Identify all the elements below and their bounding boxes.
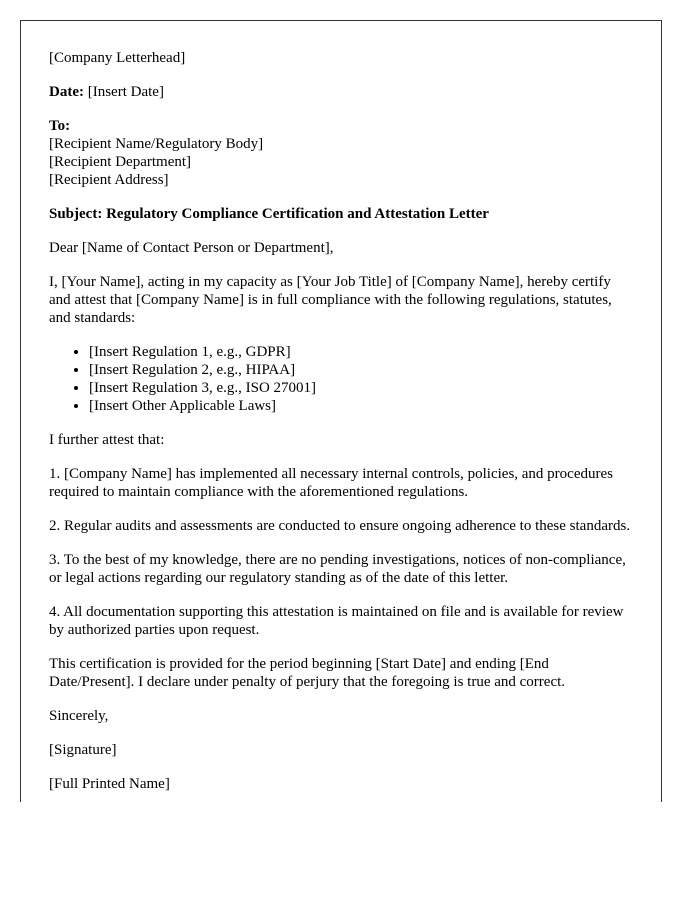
salutation: Dear [Name of Contact Person or Department],	[49, 240, 334, 256]
regulations-list	[49, 343, 633, 415]
recipient-address: [Recipient Address]	[49, 172, 169, 188]
document-viewport	[20, 20, 662, 802]
list-item: • [Insert Other Applicable Laws]	[89, 397, 633, 415]
subject-line	[49, 205, 633, 223]
subject-text: Subject: Regulatory Compliance Certification and Attestation Letter	[49, 206, 489, 222]
attestation-point: 4. All documentation supporting this attestation is maintained on file and is available for review by authorized parties upon request.	[49, 604, 624, 638]
date-value: [Insert Date]	[87, 84, 164, 100]
letterhead: [Company Letterhead]	[49, 50, 186, 66]
letter-page	[20, 20, 662, 802]
signature: [Signature]	[49, 742, 117, 758]
to-label: To:	[49, 118, 71, 134]
list-item: • [Insert Regulation 1, e.g., GDPR]	[89, 343, 633, 361]
list-item: • [Insert Regulation 3, e.g., ISO 27001]	[89, 379, 633, 397]
attestation-point: 3. To the best of my knowledge, there are no pending investigations, notices of non-compliance, or legal actions regarding our regulatory standing as of the date of this letter.	[49, 552, 626, 586]
recipient-block	[49, 117, 633, 189]
closing: Sincerely,	[49, 708, 109, 724]
recipient-name: [Recipient Name/Regulatory Body]	[49, 136, 264, 152]
attestation-point: 1. [Company Name] has implemented all necessary internal controls, policies, and procedures required to maintain compliance with the aforementioned regulations.	[49, 466, 613, 500]
list-item: • [Insert Regulation 2, e.g., HIPAA]	[89, 361, 633, 379]
recipient-department: [Recipient Department]	[49, 154, 192, 170]
intro-paragraph: I, [Your Name], acting in my capacity as [Your Job Title] of [Company Name], hereby certify and attest that [Company Name] is in full compliance with the following regulations, statutes, and standards:	[49, 274, 612, 326]
date-line	[49, 83, 633, 101]
attestation-point: 2. Regular audits and assessments are conducted to ensure ongoing adherence to these standards.	[49, 518, 631, 534]
further-attest: I further attest that:	[49, 432, 165, 448]
date-label: Date:	[49, 84, 84, 100]
printed-name: [Full Printed Name]	[49, 776, 170, 792]
period-paragraph: This certification is provided for the period beginning [Start Date] and ending [End Date/Present]. I declare under penalty of perjury that the foregoing is true and correct.	[49, 656, 566, 690]
